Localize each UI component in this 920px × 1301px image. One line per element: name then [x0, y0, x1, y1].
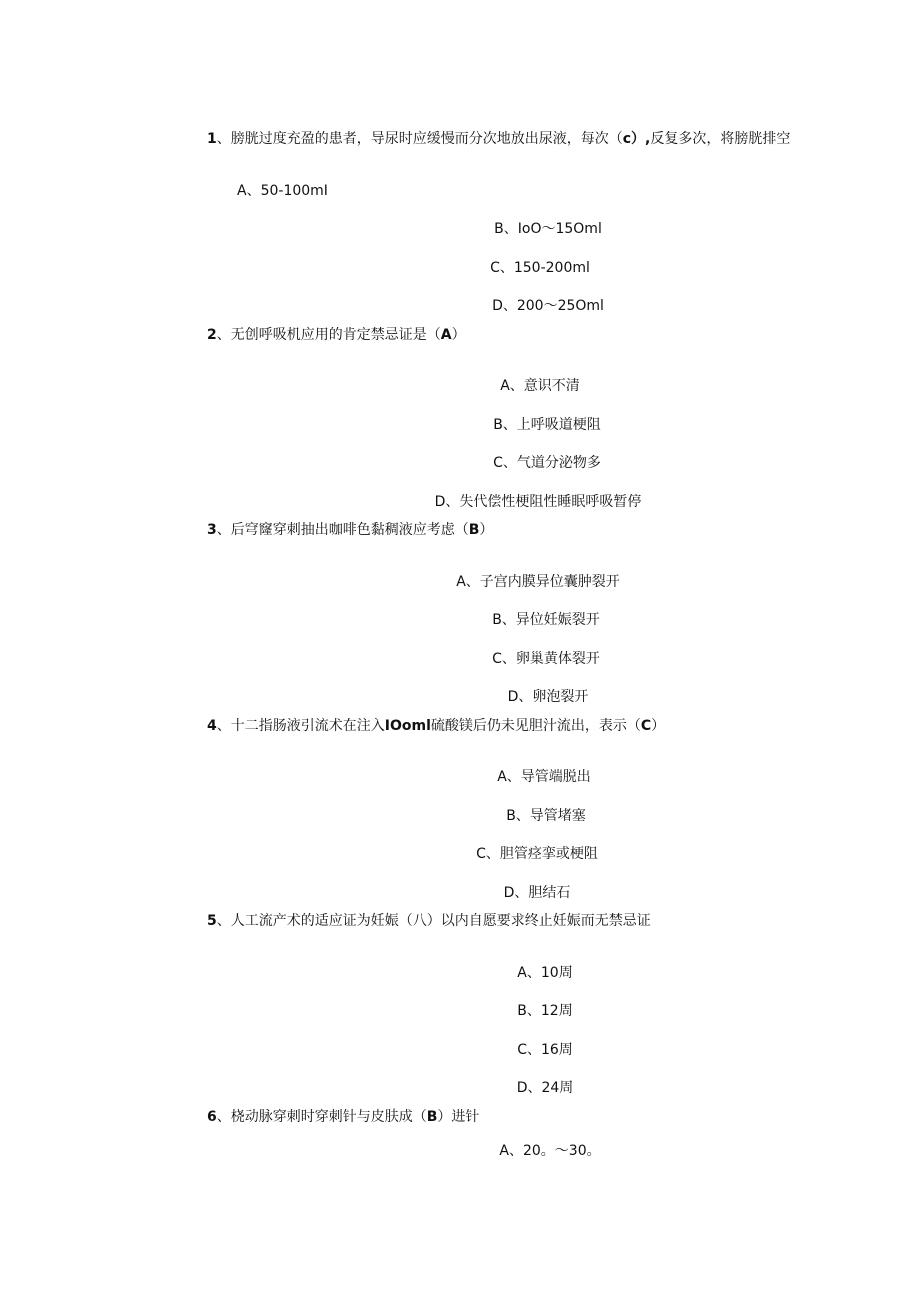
option: D、胆结石 [503, 885, 571, 901]
question-3 [207, 520, 493, 540]
question-number: 6 [207, 1109, 217, 1125]
answer-key: c）, [622, 131, 651, 147]
question-5 [207, 911, 651, 931]
question-text: 、后穹窿穿刺抽出咖啡色黏稠液应考虑（ [216, 522, 469, 538]
option: A、50-100mI [237, 183, 328, 199]
question-text-mid: 硫酸镁后仍未见胆汁流出，表示（ [430, 718, 641, 734]
option: D、200～25Oml [492, 298, 604, 314]
question-text: 、十二指肠液引流术在注入 [216, 718, 385, 734]
answer-key: A [440, 327, 452, 343]
question-text-tail: ） [651, 718, 666, 734]
answer-key: C [640, 718, 652, 734]
question-number: 5 [207, 913, 217, 929]
option: B、导管堵塞 [506, 808, 586, 824]
question-text-tail: ）进针 [437, 1109, 480, 1125]
option: C、气道分泌物多 [493, 455, 601, 471]
question-4 [207, 716, 665, 736]
question-number: 3 [207, 522, 217, 538]
option: A、子宫内膜异位囊肿裂开 [456, 574, 620, 590]
option: B、上呼吸道梗阻 [493, 417, 601, 433]
question-text: 、人工流产术的适应证为妊娠（八）以内自愿要求终止妊娠而无禁忌证 [216, 913, 651, 929]
option: C、胆管痉挛或梗阻 [476, 846, 598, 862]
question-number: 2 [207, 327, 217, 343]
question-6 [207, 1107, 479, 1127]
option: C、卵巢黄体裂开 [492, 651, 600, 667]
question-2 [207, 325, 466, 345]
question-text-tail: ） [479, 522, 494, 538]
question-text-tail: 反复多次，将膀胱排空 [650, 131, 791, 147]
option: B、12周 [517, 1003, 573, 1019]
option: D、失代偿性梗阻性睡眠呼吸暂停 [434, 494, 642, 510]
option: A、意识不清 [500, 378, 580, 394]
question-1 [207, 129, 790, 149]
answer-key: B [426, 1109, 438, 1125]
question-text: 、无创呼吸机应用的肯定禁忌证是（ [216, 327, 441, 343]
option: A、导管端脱出 [497, 769, 591, 785]
option: A、20。～30。 [499, 1143, 601, 1159]
option: D、卵泡裂开 [507, 689, 589, 705]
option: B、IoO～15Oml [494, 221, 602, 237]
question-text: 、膀胱过度充盈的患者，导尿时应缓慢而分次地放出尿液，每次（ [216, 131, 623, 147]
answer-key: B [468, 522, 480, 538]
answer-key: IOoml [384, 718, 431, 734]
option: C、16周 [517, 1042, 573, 1058]
question-number: 1 [207, 131, 217, 147]
question-number: 4 [207, 718, 217, 734]
question-text: 、桡动脉穿刺时穿刺针与皮肤成（ [216, 1109, 427, 1125]
question-text-tail: ） [451, 327, 466, 343]
option: B、异位妊娠裂开 [492, 612, 600, 628]
option: D、24周 [516, 1080, 574, 1096]
option: C、150-200ml [490, 260, 590, 276]
option: A、10周 [517, 965, 573, 981]
